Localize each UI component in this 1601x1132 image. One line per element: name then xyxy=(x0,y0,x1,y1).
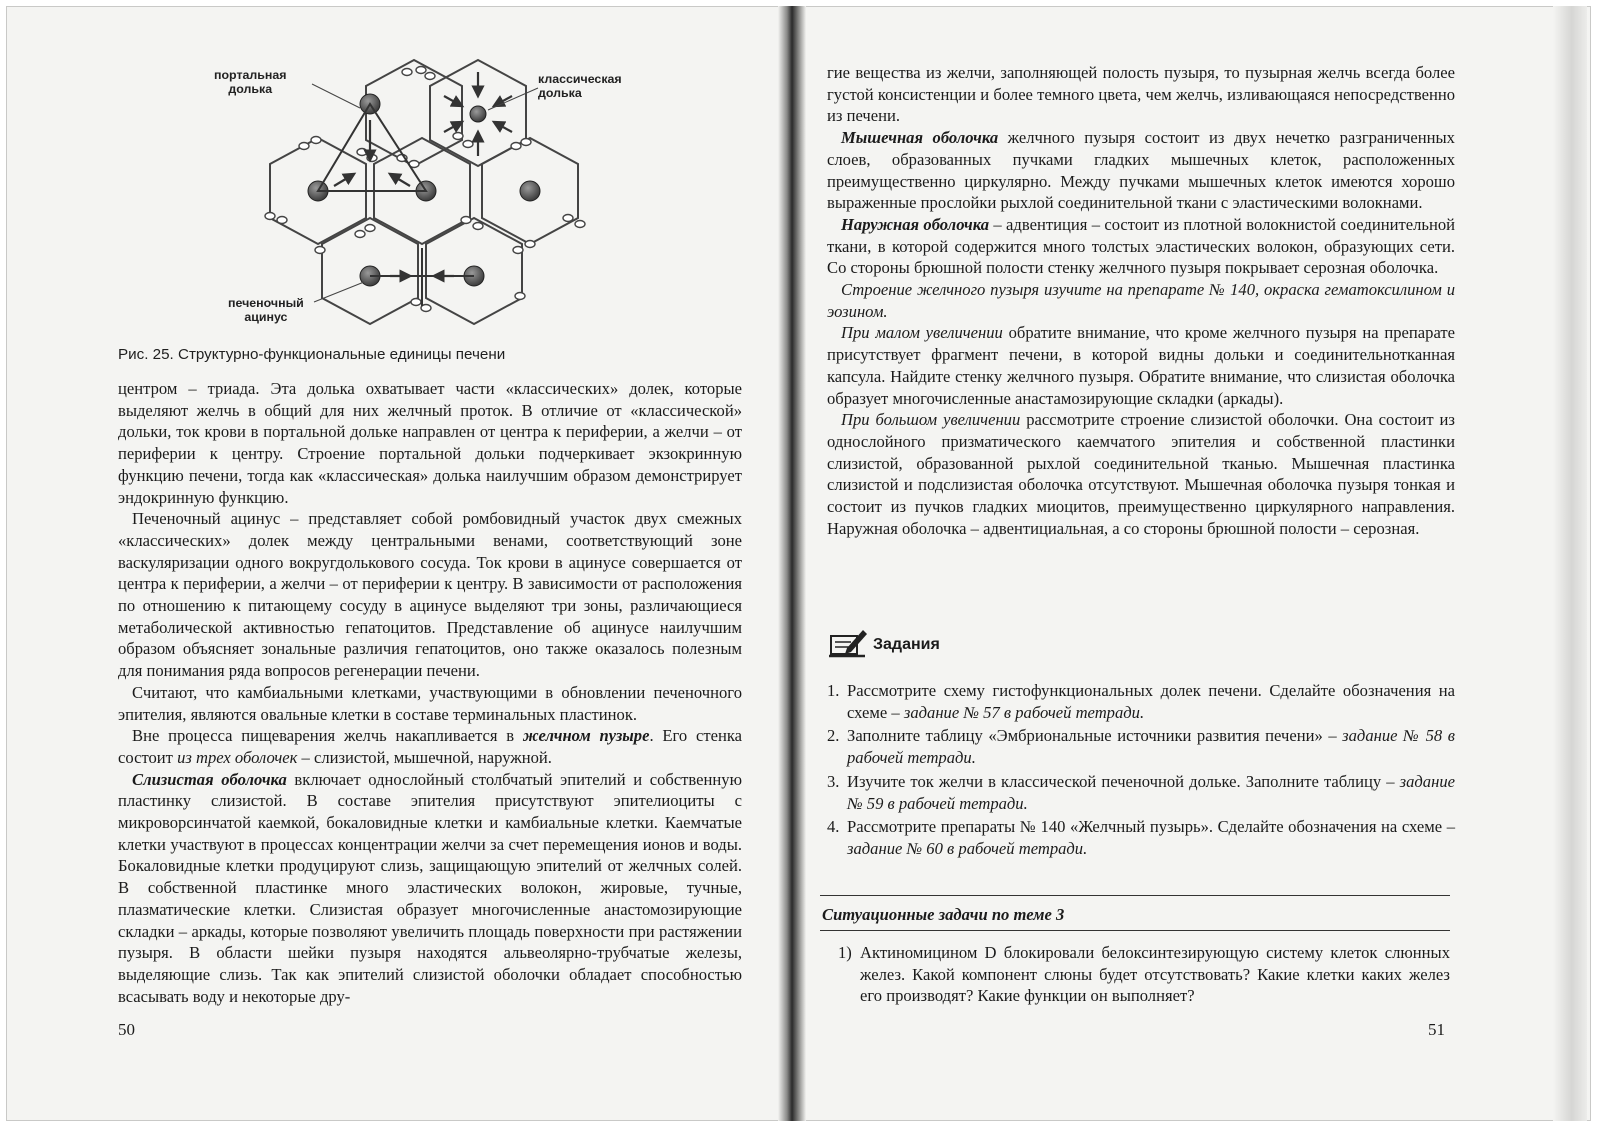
label-classic-lobule: классическая долька xyxy=(538,72,622,100)
paragraph: Слизистая оболочка включает однослойный столбчатый эпителий и собственную пластинку слизистой. В составе эпителия присутствуют эпителиоциты с микроворсинчатой каемкой, бокаловидные клетки и камбиальные клетки. Каемчатые клетки участвуют в процессах концентрации желчи за счет перемещения ионов и воды. Бокаловидные клетки продуцируют слизь, защищающую эпителий от желчных солей. В собственной пластинке много эластических волокон, жировые, тучные, плазматические клетки. Слизистая образует многочисленные анастомозирующие складки – аркады, которые позволяют увеличить площадь поверхности при растяжении пузыря. В области шейки пузыря находятся альвеолярно-трубчатые железы, выделяющие слизь. Так как эпителий слизистой оболочки обладает способностью всасывать воду и некоторые дру- xyxy=(118,769,742,1006)
paragraph: При большом увеличении рассмотрите строение слизистой оболочки. Она состоит из однослойного призматического каемчатого эпителия и собственной пластинки слизистой, образованной рыхлой соединительной тканью. Мышечная пластинка слизистой и подслизистая оболочка отсутствуют. Мышечная оболочка пузыря тонкая и состоит из пучков гладких миоцитов, преимущественно циркулярного направления. Наружная оболочка – адвентициальная, а со стороны брюшной полости – серозная. xyxy=(827,410,1455,538)
page-edge-shadow xyxy=(1553,6,1587,1121)
divider xyxy=(820,930,1450,931)
situational-title: Ситуационные задачи по теме 3 xyxy=(822,905,1065,924)
divider xyxy=(820,895,1450,896)
right-page-body xyxy=(827,62,1455,539)
hexagon-lobule-diagram xyxy=(118,48,742,348)
paragraph: При малом увеличении обратите внимание, что кроме желчного пузыря на препарате присутствует фрагмент печени, в которой видны дольки и соединительнотканная капсула. Найдите стенку желчного пузыря. Обратите внимание, что слизистая оболочка образует многочисленные анастамозирующие складки (аркады). xyxy=(827,323,1455,408)
paragraph: Считают, что камбиальными клетками, участвующими в обновлении печеночного эпителия, являются овальные клетки в составе терминальных пластинок. xyxy=(118,682,742,724)
list-item: 2. Заполните таблицу «Эмбриональные источники развития печени» – задание № 58 в рабочей тетради. xyxy=(827,726,1455,768)
list-item: 3. Изучите ток желчи в классической печеночной дольке. Заполните таблицу – задание № 59 в рабочей тетради. xyxy=(827,771,1455,813)
paragraph: Строение желчного пузыря изучите на препарате № 140, окраска гематоксилином и эозином. xyxy=(827,280,1455,321)
label-acinus: печеночный ацинус xyxy=(228,296,304,324)
label-portal-lobule: портальная долька xyxy=(214,68,287,96)
paragraph: Печеночный ацинус – представляет собой ромбовидный участок двух смежных «классических» долек между центральными венами, соответствующий зоне васкуляризации одного вокругдолькового сосуда. Ток крови в ацинусе совершается от центра к периферии, а желчи – от периферии к центру. В зависимости от расположения по отношению к питающему сосуду в ацинусе выделяют три зоны, различающиеся метаболической активностью гепатоцитов. Представление об ацинусе наилучшим образом объясняет зональные различия гепатоцитов, оно также оказалось полезным для понимания ряда вопросов регенерации печени. xyxy=(118,509,742,681)
situational-task: 1) Актиномицином D блокировали белоксинтезирующую систему клеток слюнных желез. Какой компонент слюны будет отсутствовать? Какие клетки каких желез его производят? Какие функции он выполняет? xyxy=(838,943,1450,1006)
notebook-pencil-icon xyxy=(829,626,869,658)
left-page-body xyxy=(118,378,742,1007)
paragraph: Мышечная оболочка желчного пузыря состоит из двух нечетко разграниченных слоев, образованных пучками гладких мышечных клеток, расположенных преимущественно циркулярно. Между пучками мышечных клеток имеются хорошо выраженные прослойки рыхлой соединительной ткани с эластическими волокнами. xyxy=(827,128,1455,213)
figure-caption: Рис. 25. Структурно-функциональные единицы печени xyxy=(118,346,506,363)
paragraph: Наружная оболочка – адвентиция – состоит из плотной волокнистой соединительной ткани, в которой содержится много толстых эластических волокон, образующих сети. Со стороны брюшной полости стенку желчного пузыря покрывает серозная оболочка. xyxy=(827,214,1456,278)
book-spine xyxy=(778,6,806,1121)
page-number: 51 xyxy=(1428,1020,1445,1039)
list-item: 4. Рассмотрите препараты № 140 «Желчный пузырь». Сделайте обозначения на схеме – задание № 60 в рабочей тетради. xyxy=(827,817,1455,858)
tasks-list xyxy=(827,680,1455,862)
page-number: 50 xyxy=(118,1020,135,1039)
tasks-title: Задания xyxy=(873,636,940,653)
paragraph: центром – триада. Эта долька охватывает части «классических» долек, которые выделяют желчь в общий для них желчный проток. В отличие от «классической» дольки, ток крови в портальной дольке направлен от центра к периферии, а желчи – от периферии к центру. Строение портальной дольки подчеркивает экзокринную функцию печени, тогда как «классическая» долька наилучшим образом демонстрирует эндокринную функцию. xyxy=(118,379,742,507)
tasks-header xyxy=(827,624,1127,664)
paragraph: гие вещества из желчи, заполняющей полость пузыря, то пузырная желчь всегда более густой консистенции и более темного цвета, чем желчь, изливающаяся непосредственно из печени. xyxy=(827,63,1455,126)
paragraph: Вне процесса пищеварения желчь накапливается в желчном пузыре. Его стенка состоит из трех оболочек – слизистой, мышечной, наружной. xyxy=(118,726,743,767)
liver-lobule-figure xyxy=(118,48,742,378)
list-item: 1. Рассмотрите схему гистофункциональных долек печени. Сделайте обозначения на схеме – задание № 57 в рабочей тетради. xyxy=(827,681,1455,722)
